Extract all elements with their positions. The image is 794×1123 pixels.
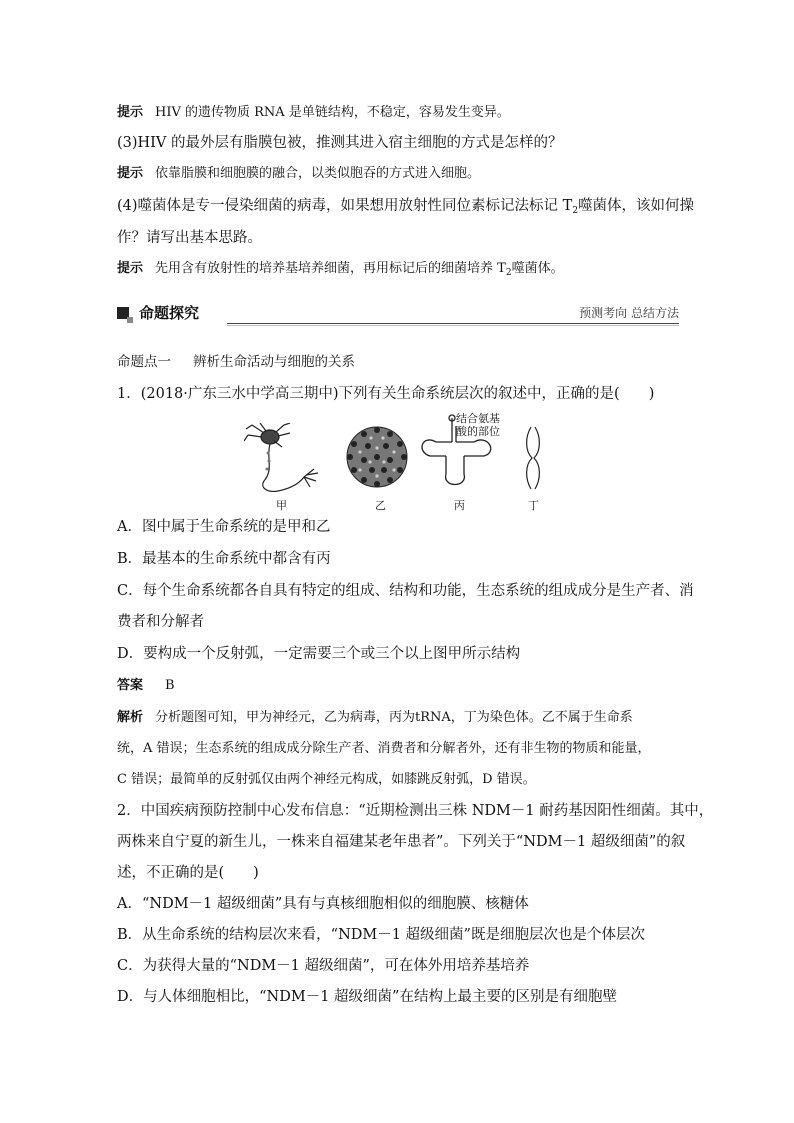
neuron-figure [244,423,324,495]
answer-label: 答案 [117,678,144,693]
figure-label-ding: 丁 [528,499,539,512]
chromosome-figure [521,425,545,491]
q1-option-c-line-2: 费者和分解者 [117,614,204,630]
q1-answer [117,676,175,696]
section-subtitle: 预测考向 总结方法 [579,306,679,320]
topic-point-label: 命题点一 [117,354,171,370]
section-rule [227,323,679,324]
hint-line-2 [117,164,480,184]
hint-line-3 [117,259,564,283]
hint-text: HIV 的遗传物质 RNA 是单链结构，不稳定，容易发生变异。 [155,105,510,120]
q2-stem-line-2: 两株来自宁夏的新生儿，一株来自福建某老年患者”。下列关于“NDM－1 超级细菌”的叙 [117,834,686,850]
question-4-line-2: 作？请写出基本思路。 [117,230,262,246]
q2-option-b: B．从生命系统的结构层次来看，“NDM－1 超级细菌”既是细胞层次也是个体层次 [117,927,645,943]
q1-option-a: A．图中属于生命系统的是甲和乙 [117,519,331,535]
figure-label-jia: 甲 [276,499,287,512]
topic-point-text: 辨析生命活动与细胞的关系 [193,354,355,370]
hint-subscript: 2 [505,268,512,278]
section-header [117,302,679,326]
q2-option-d: D．与人体细胞相比，“NDM－1 超级细菌”在结构上最主要的区别是有细胞壁 [117,989,617,1005]
hint-text: 依靠脂膜和细胞膜的融合，以类似胞吞的方式进入细胞。 [155,166,481,181]
hint-label: 提示 [117,166,144,181]
q1-option-b: B．最基本的生命系统中都含有丙 [117,551,331,567]
answer-value: B [165,678,175,693]
topic-point [117,352,355,372]
q1-analysis-line-2: 统，A 错误；生态系统的组成成分除生产者、消费者和分解者外，还有非生物的物质和能量， [117,741,651,756]
figure-label-yi: 乙 [375,499,386,512]
q1-option-c-line-1: C．每个生命系统都各自具有特定的组成、结构和功能，生态系统的组成成分是生产者、消 [117,583,694,599]
q4-text-b: 噬菌体，该如何操 [578,198,695,214]
section-title: 命题探究 [139,304,200,322]
virus-figure [344,424,410,490]
section-marker-icon [117,307,129,319]
q1-analysis-line-3: C 错误；最简单的反射弧仅由两个神经元构成，如膝跳反射弧，D 错误。 [117,772,536,787]
q2-option-a: A．“NDM－1 超级细菌”具有与真核细胞相似的细胞膜、核糖体 [117,896,529,912]
hint-line-1 [117,103,510,123]
analysis-text-1: 分析题图可知，甲为神经元，乙为病毒，丙为tRNA，丁为染色体。乙不属于生命系 [155,710,633,725]
question-1-stem: 1．(2018·广东三水中学高三期中)下列有关生命系统层次的叙述中，正确的是( ) [117,386,655,402]
q2-stem-line-1: 2．中国疾病预防控制中心发布信息：“近期检测出三株 NDM－1 耐药基因阳性细菌。其中， [117,803,714,819]
hint-label: 提示 [117,105,144,120]
figure-label-bing: 丙 [454,499,465,512]
q2-option-c: C．为获得大量的“NDM－1 超级细菌”，可在体外用培养基培养 [117,958,530,974]
q4-subscript: 2 [572,206,579,216]
q2-stem-line-3: 述，不正确的是( ) [117,865,259,881]
hint-text-a: 先用含有放射性的培养基培养细菌，再用标记后的细菌培养 T [155,261,506,276]
question-4-line-1 [117,196,694,221]
trna-annotation-2: 酸的部位 [456,425,500,438]
question-3: (3)HIV 的最外层有脂膜包被，推测其进入宿主细胞的方式是怎样的？ [117,135,563,151]
hint-text-b: 噬菌体。 [511,261,564,276]
q4-text-a: (4)噬菌体是专一侵染细菌的病毒，如果想用放射性同位素标记法标记 T [117,198,573,214]
analysis-label: 解析 [117,710,144,725]
q1-option-d: D．要构成一个反射弧，一定需要三个或三个以上图甲所示结构 [117,646,521,662]
hint-label: 提示 [117,261,144,276]
trna-annotation-1: 结合氨基 [456,412,500,425]
section-rule-thin [227,325,679,326]
q1-analysis-line-1 [117,708,633,728]
